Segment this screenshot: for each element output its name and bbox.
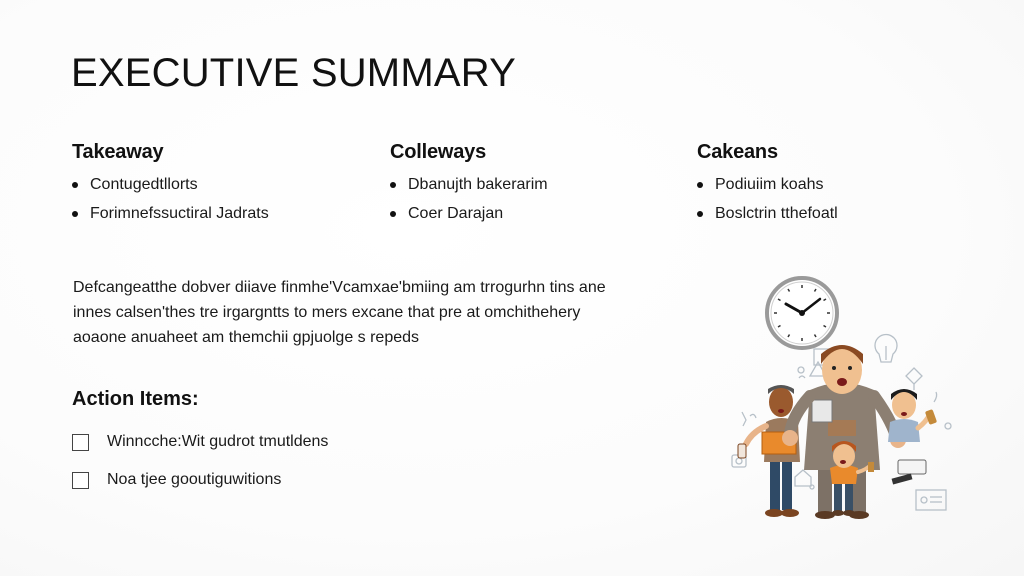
team-illustration bbox=[722, 272, 962, 522]
bullet-list bbox=[697, 175, 987, 224]
bullet-item bbox=[390, 204, 680, 224]
column-cakeans bbox=[697, 139, 987, 233]
column-heading: Cakeans bbox=[697, 141, 778, 163]
bullet-list bbox=[390, 175, 680, 224]
bullet-text: Forimnefssuctiral Jadrats bbox=[90, 205, 269, 222]
column-heading: Colleways bbox=[390, 141, 487, 163]
bullet-item bbox=[72, 175, 362, 195]
bullet-icon bbox=[72, 211, 78, 217]
action-item-label: Winncche:Wit gudrot tmutldens bbox=[107, 433, 329, 450]
bullet-text: Coer Darajan bbox=[408, 205, 504, 222]
column-takeaway bbox=[72, 139, 362, 233]
column-colleways bbox=[390, 139, 680, 233]
bullet-icon bbox=[390, 182, 396, 188]
person-tool-icon bbox=[888, 389, 937, 484]
person-overalls-icon bbox=[782, 345, 906, 519]
checkbox[interactable] bbox=[72, 434, 89, 451]
action-item-1[interactable] bbox=[72, 432, 328, 452]
action-item-2[interactable] bbox=[72, 470, 281, 490]
slide-title: EXECUTIVE SUMMARY bbox=[71, 51, 516, 95]
bullet-item bbox=[697, 204, 987, 224]
bullet-text: Podiuiim koahs bbox=[715, 176, 824, 193]
person-worker-icon bbox=[738, 385, 800, 517]
bullet-text: Dbanujth bakerarim bbox=[408, 176, 548, 193]
checkbox[interactable] bbox=[72, 472, 89, 489]
paragraph-line: innes calsen'thes tre irgargntts to mers excane that pre at omchithehery bbox=[73, 304, 581, 321]
bullet-item bbox=[390, 175, 680, 195]
bullet-list bbox=[72, 175, 362, 224]
action-item-label: Noa tjee gooutiguwitions bbox=[107, 471, 282, 488]
summary-paragraph bbox=[73, 275, 673, 350]
bullet-item bbox=[697, 175, 987, 195]
bullet-text: Contugedtllorts bbox=[90, 176, 198, 193]
paragraph-line: aoaone anuaheet am themchii gpjuolge s repeds bbox=[73, 329, 420, 346]
column-heading: Takeaway bbox=[72, 141, 164, 163]
bullet-icon bbox=[697, 211, 703, 217]
bullet-icon bbox=[697, 182, 703, 188]
bullet-icon bbox=[72, 182, 78, 188]
action-items-heading: Action Items: bbox=[72, 388, 199, 410]
bullet-text: Boslctrin tthefoatl bbox=[715, 205, 838, 222]
bullet-item bbox=[72, 204, 362, 224]
clock-icon bbox=[767, 278, 837, 348]
bullet-icon bbox=[390, 211, 396, 217]
paragraph-line: Defcangeatthe dobver diiave finmhe'Vcamxae'bmiing am trrogurhn tins ane bbox=[73, 279, 606, 296]
